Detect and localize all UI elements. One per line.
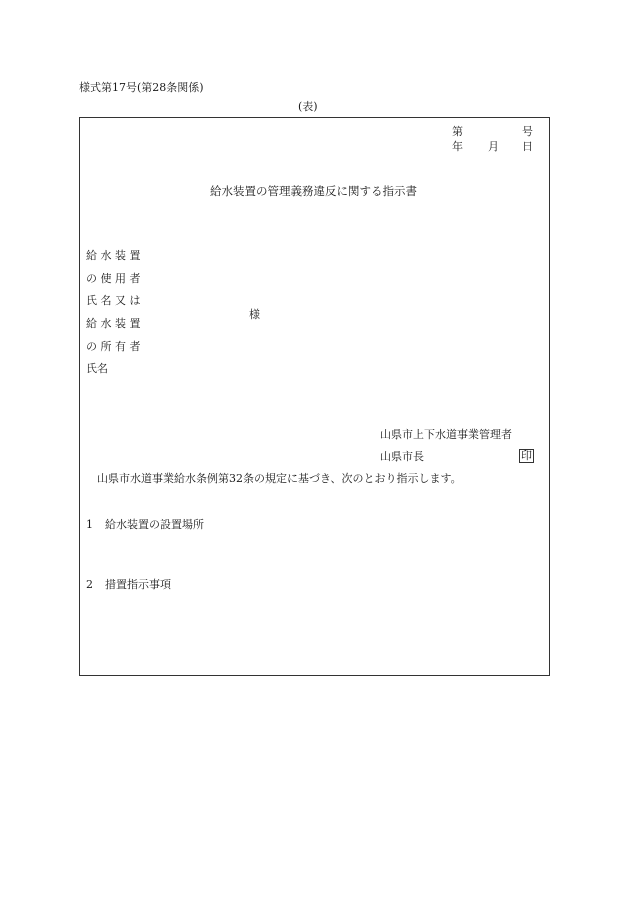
- recipient-label-line-3: 氏 名 又 は: [86, 294, 141, 307]
- issuer-name: 山県市長: [380, 450, 424, 463]
- date-year: 年: [452, 140, 463, 153]
- doc-number-prefix: 第: [452, 125, 463, 138]
- item-2-number: 2: [86, 578, 93, 591]
- recipient-label-line-6: 氏名: [86, 362, 108, 375]
- side-label: (表): [298, 100, 318, 113]
- form-number: 様式第17号(第28条関係): [79, 81, 204, 94]
- seal-box: [519, 449, 534, 463]
- document-title: 給水装置の管理義務違反に関する指示書: [210, 184, 417, 198]
- item-2-label: 措置指示事項: [105, 578, 171, 591]
- body-text: 山県市水道事業給水条例第32条の規定に基づき、次のとおり指示します。: [97, 472, 462, 485]
- recipient-label-line-4: 給 水 装 置: [86, 317, 141, 330]
- document-frame: [79, 117, 550, 676]
- seal-mark: 印: [521, 449, 532, 462]
- recipient-honorific: 様: [249, 308, 260, 321]
- recipient-label-line-1: 給 水 装 置: [86, 249, 141, 262]
- recipient-label-line-5: の 所 有 者: [86, 340, 141, 353]
- item-1-label: 給水装置の設置場所: [105, 518, 204, 531]
- recipient-label-line-2: の 使 用 者: [86, 272, 141, 285]
- date-day: 日: [522, 140, 533, 153]
- item-1-number: 1: [86, 518, 93, 531]
- doc-number-suffix: 号: [522, 125, 533, 138]
- date-month: 月: [488, 140, 499, 153]
- issuer-title: 山県市上下水道事業管理者: [380, 428, 512, 441]
